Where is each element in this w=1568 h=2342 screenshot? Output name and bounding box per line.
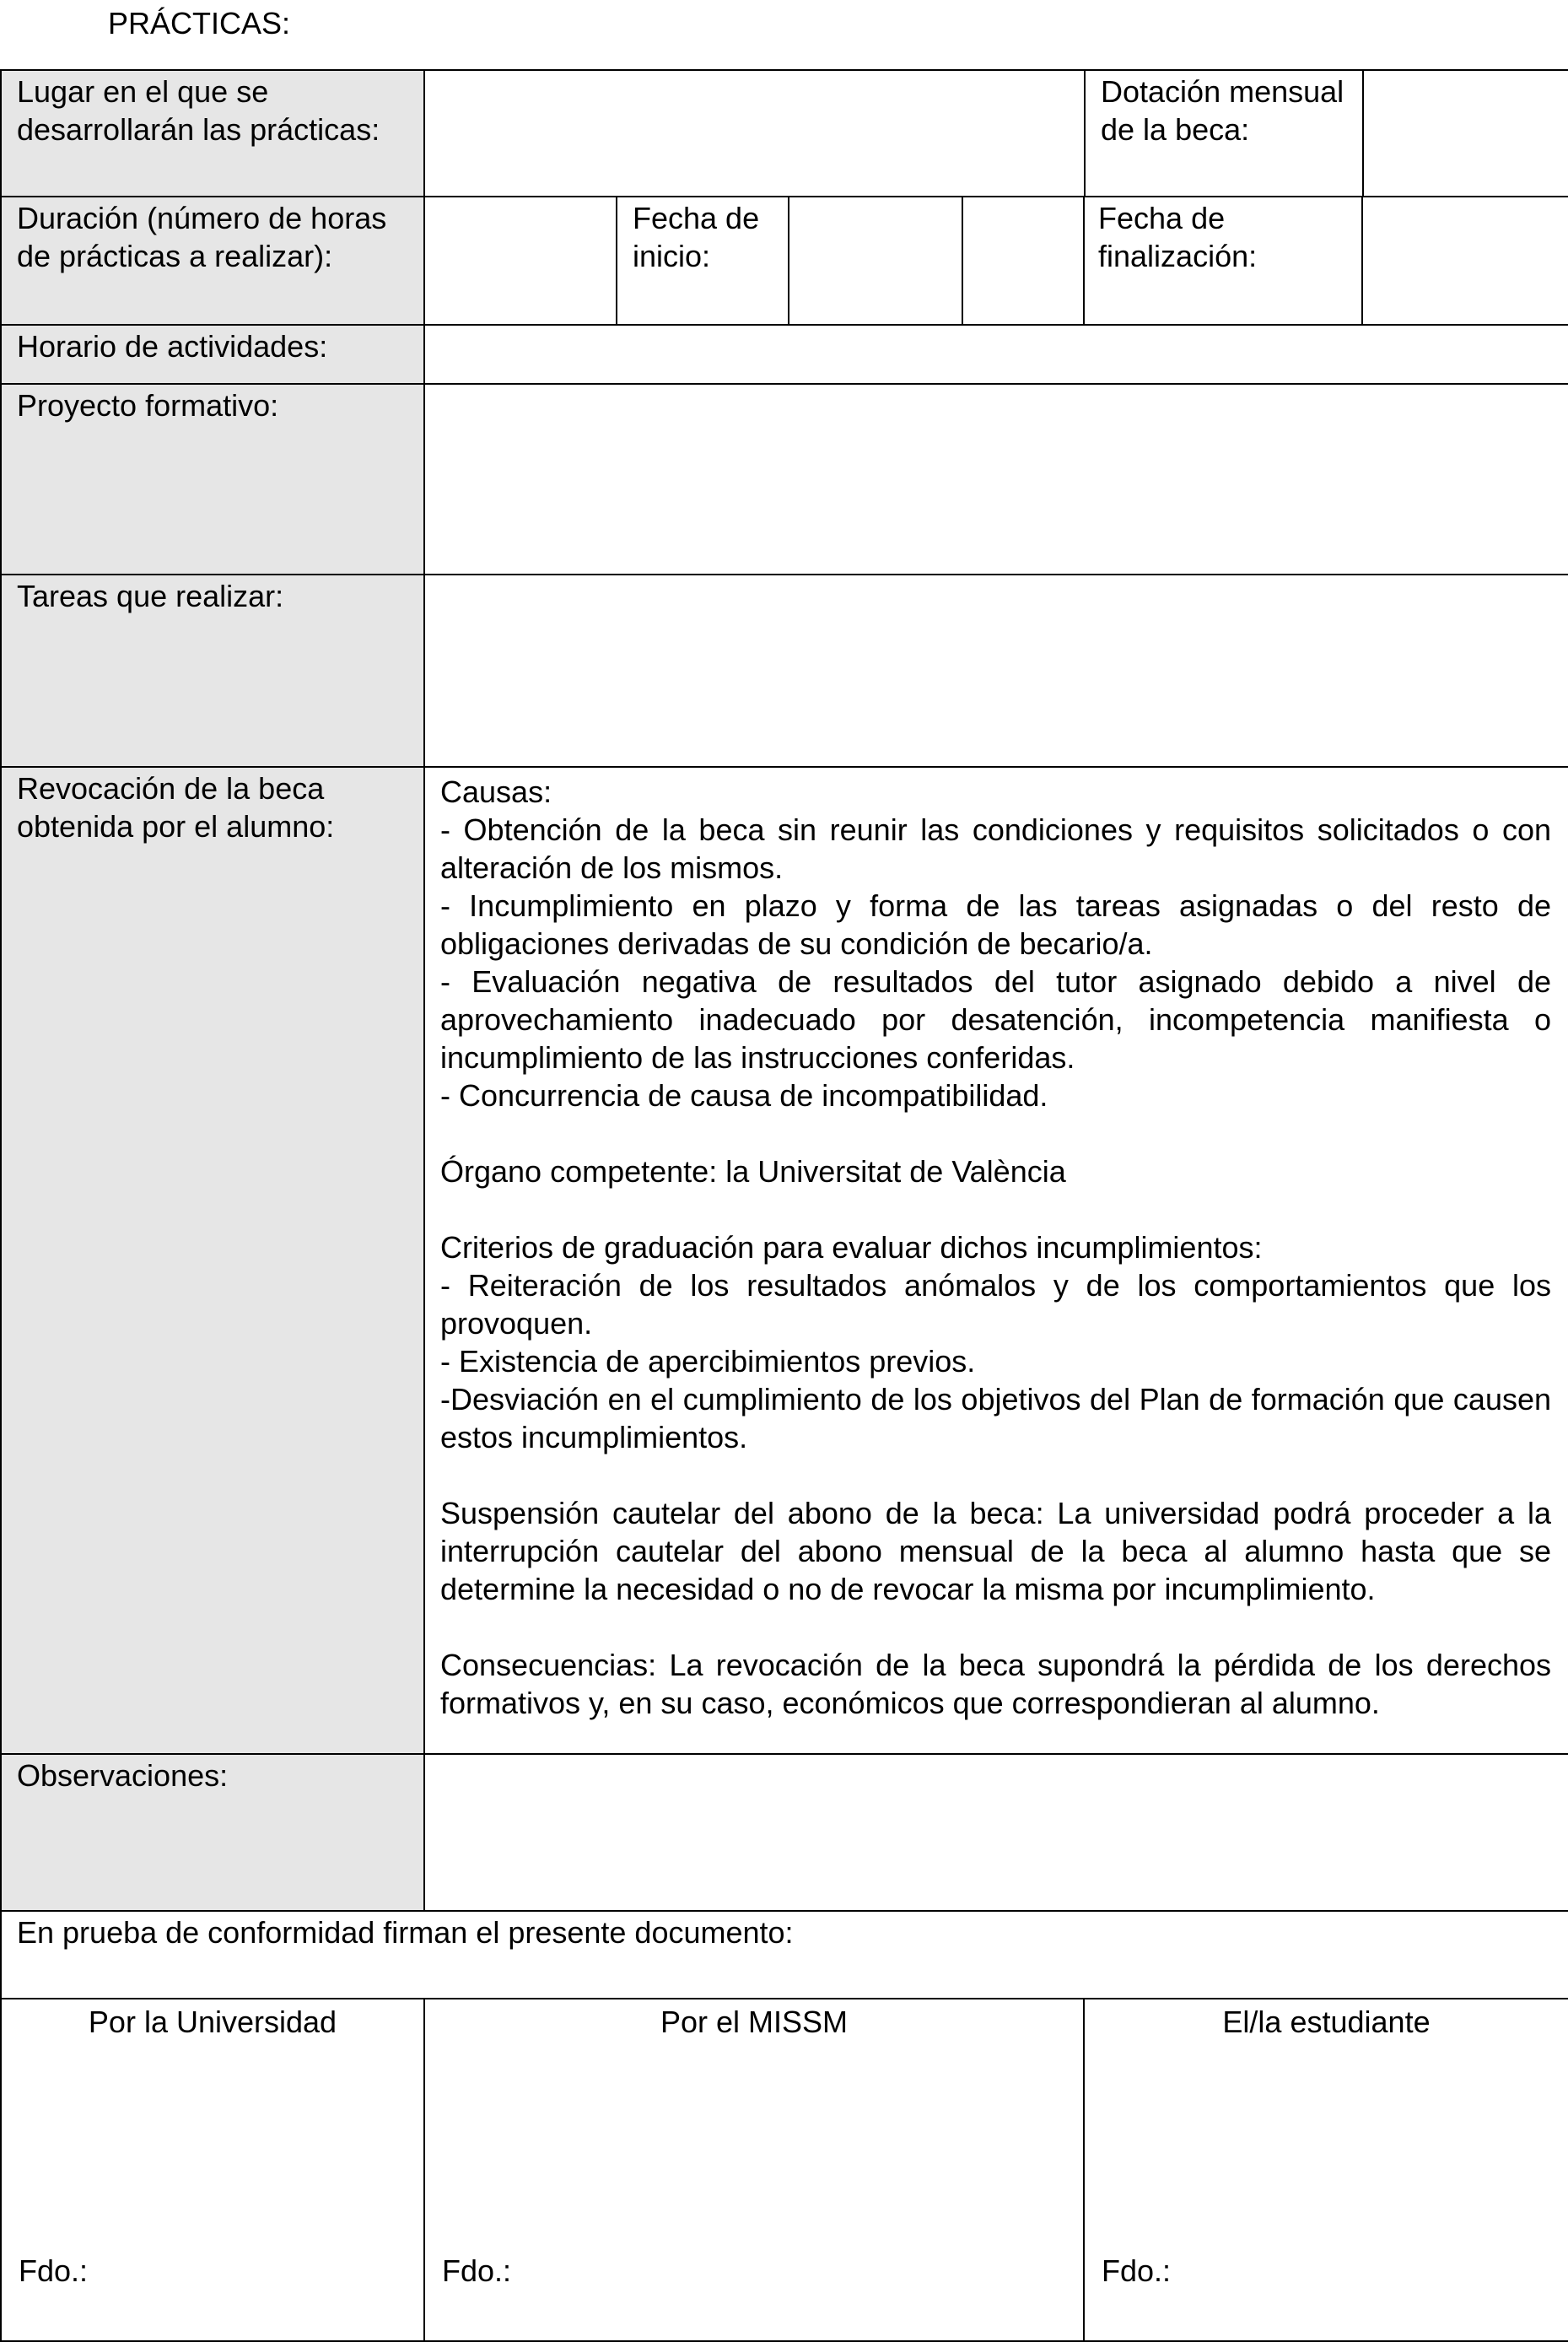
duracion-label: Duración (número de horas de prácticas a realizar): — [1, 197, 424, 325]
criterios-title: Criterios de graduación para evaluar dichos incumplimientos: — [440, 1230, 1263, 1265]
row-duracion — [1, 197, 1568, 325]
signature-fdo: Fdo.: — [1102, 2253, 1172, 2288]
signature-estudiante[interactable] — [1084, 1999, 1568, 2341]
row-lugar — [1, 70, 1568, 197]
row-revocacion — [1, 767, 1568, 1754]
row-tareas — [1, 575, 1568, 767]
row-signatures — [1, 1999, 1568, 2341]
criterio-item: - Existencia de apercibimientos previos. — [440, 1344, 976, 1379]
consecuencias: Consecuencias: La revocación de la beca supondrá la pérdida de los derechos formativos y, en su caso, económicos que correspondieran al alumno. — [440, 1648, 1552, 1720]
fecha-inicio-value[interactable] — [789, 197, 963, 324]
dotacion-value[interactable] — [1364, 71, 1568, 196]
causas-title: Causas: — [440, 774, 552, 809]
revocacion-label: Revocación de la beca obtenida por el alumno: — [1, 767, 424, 1754]
organo-competente: Órgano competente: la Universitat de València — [440, 1154, 1066, 1189]
signature-universidad[interactable] — [1, 1999, 424, 2341]
signature-title: Por el MISSM — [660, 2005, 849, 2039]
practicas-form-table — [0, 69, 1568, 2342]
suspension-cautelar: Suspensión cautelar del abono de la beca: La universidad podrá proceder a la interrupción cautelar del abono mensual de la beca al alumno hasta que se determine la necesidad o no de revocar la misma por incumplimiento. — [440, 1496, 1552, 1606]
fecha-fin-value[interactable] — [1363, 197, 1568, 324]
causa-item: - Incumplimiento en plazo y forma de las tareas asignadas o del resto de obligaciones derivadas de su condición de becario/a. — [440, 888, 1552, 961]
row-horario — [1, 325, 1568, 384]
signature-fdo: Fdo.: — [442, 2253, 512, 2288]
signature-title: Por la Universidad — [88, 2005, 337, 2039]
proyecto-label: Proyecto formativo: — [1, 384, 424, 575]
observaciones-value[interactable] — [424, 1754, 1568, 1911]
row-observaciones — [1, 1754, 1568, 1911]
observaciones-label: Observaciones: — [1, 1754, 424, 1911]
causa-item: - Obtención de la beca sin reunir las condiciones y requisitos solicitados o con alteración de los mismos. — [440, 812, 1552, 885]
horario-label: Horario de actividades: — [1, 325, 424, 384]
horario-value[interactable] — [424, 325, 1568, 384]
signature-fdo: Fdo.: — [19, 2253, 89, 2288]
signature-title: El/la estudiante — [1222, 2005, 1431, 2039]
lugar-value[interactable] — [424, 70, 1084, 197]
criterio-item: - Reiteración de los resultados anómalos y de los comportamientos que los provoquen. — [440, 1268, 1552, 1341]
duracion-value[interactable] — [424, 197, 617, 325]
revocacion-content — [424, 767, 1568, 1754]
page-heading: PRÁCTICAS: — [108, 6, 291, 40]
tareas-label: Tareas que realizar: — [1, 575, 424, 767]
lugar-label: Lugar en el que se desarrollarán las prácticas: — [1, 70, 424, 197]
row-proyecto — [1, 384, 1568, 575]
conformidad-text: En prueba de conformidad firman el presente documento: — [1, 1911, 1568, 1999]
proyecto-value[interactable] — [424, 384, 1568, 575]
causa-item: - Evaluación negativa de resultados del tutor asignado debido a nivel de aprovechamiento inadecuado por desatención, incompetencia manifiesta o incumplimiento de las instrucciones conferidas. — [440, 964, 1552, 1075]
row-conformidad — [1, 1911, 1568, 1999]
signature-missm[interactable] — [424, 1999, 1084, 2341]
causa-item: - Concurrencia de causa de incompatibilidad. — [440, 1078, 1048, 1113]
dotacion-label: Dotación mensual de la beca: — [1084, 71, 1364, 196]
criterio-item: -Desviación en el cumplimiento de los objetivos del Plan de formación que causen estos incumplimientos. — [440, 1382, 1552, 1454]
fecha-inicio-label: Fecha de inicio: — [617, 197, 789, 325]
fecha-fin-label: Fecha de finalización: — [1084, 197, 1363, 324]
tareas-value[interactable] — [424, 575, 1568, 767]
